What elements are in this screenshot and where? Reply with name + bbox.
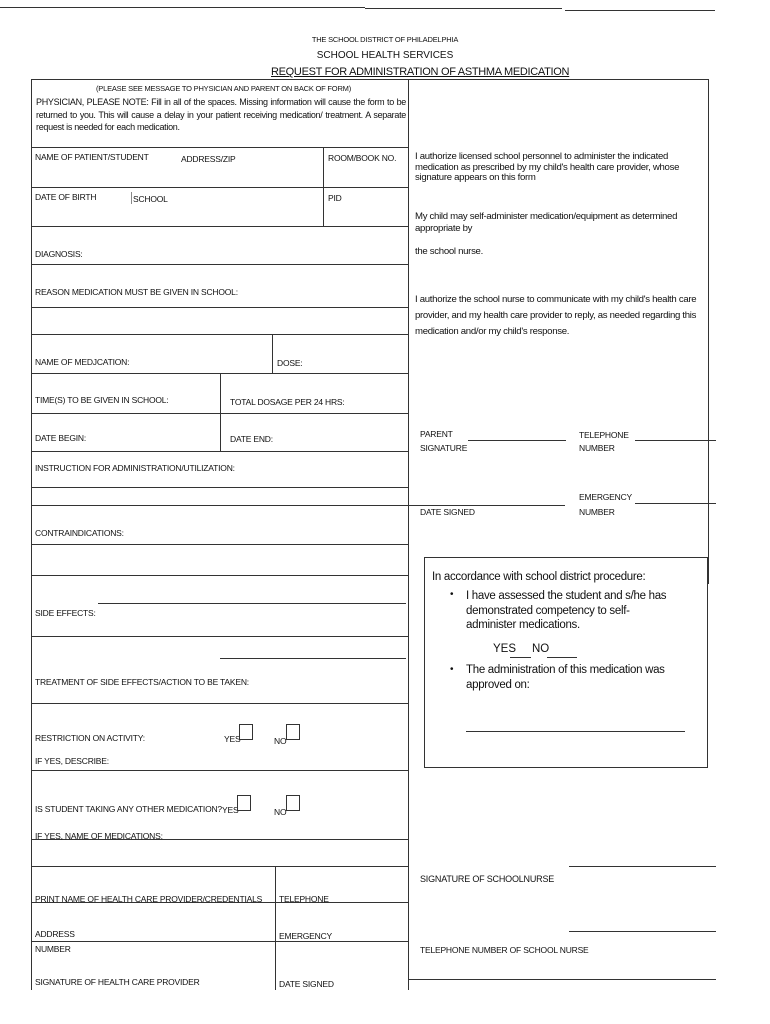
- row-line: [31, 264, 408, 265]
- label-provider-number: NUMBER: [35, 944, 71, 954]
- label-right-number: NUMBER: [579, 443, 615, 453]
- nurse-box-no: NO: [532, 643, 550, 655]
- label-signature: SIGNATURE: [420, 443, 468, 453]
- label-nurse-signature: SIGNATURE OF SCHOOLNURSE: [420, 874, 555, 884]
- label-patient-name: NAME OF PATIENT/STUDENT: [35, 152, 149, 162]
- label-reason: REASON MEDICATION MUST BE GIVEN IN SCHOOL:: [35, 287, 238, 297]
- row-line: [31, 770, 408, 771]
- row-line: [31, 866, 408, 867]
- label-address-zip: ADDRESS/ZIP: [181, 154, 236, 164]
- frame-top: [31, 79, 708, 80]
- treatment-line[interactable]: [220, 658, 406, 659]
- cell-divider: [272, 334, 273, 373]
- label-provider-name: PRINT NAME OF HEALTH CARE PROVIDER/CREDENTIALS: [35, 894, 263, 904]
- form-title: REQUEST FOR ADMINISTRATION OF ASTHMA MEDICATION: [271, 66, 570, 78]
- row-line: [31, 544, 408, 545]
- label-restriction-yes: YES: [224, 734, 241, 744]
- row-line: [31, 636, 408, 637]
- nurse-signature-line[interactable]: [569, 866, 716, 867]
- label-other-medication: IS STUDENT TAKING ANY OTHER MEDICATION?: [35, 804, 222, 814]
- frame-right: [708, 79, 709, 584]
- restriction-yes-checkbox[interactable]: [239, 724, 253, 740]
- emergency-line[interactable]: [635, 503, 716, 504]
- label-provider-emergency: EMERGENCY: [279, 931, 332, 941]
- cell-divider: [220, 373, 221, 451]
- label-instruction: INSTRUCTION FOR ADMINISTRATION/UTILIZATION:: [35, 463, 235, 473]
- nurse-telephone-line[interactable]: [569, 931, 716, 932]
- nurse-box-intro: In accordance with school district procedure:: [432, 571, 646, 583]
- label-dose: DOSE:: [277, 358, 303, 368]
- no-line[interactable]: [547, 657, 577, 658]
- row-line: [31, 451, 408, 452]
- label-date-end: DATE END:: [230, 434, 273, 444]
- self-administer-statement-end: the school nurse.: [415, 246, 483, 257]
- row-line: [31, 147, 408, 148]
- notice-line: (PLEASE SEE MESSAGE TO PHYSICIAN AND PARENT ON BACK OF FORM): [96, 84, 352, 93]
- row-line: [31, 505, 408, 506]
- label-provider-address: ADDRESS: [35, 929, 75, 939]
- row-line: [31, 226, 408, 227]
- top-rule-right: [565, 10, 715, 11]
- label-provider-date-signed: DATE SIGNED: [279, 979, 334, 989]
- label-medication-names: IF YES, NAME OF MEDICATIONS:: [35, 831, 163, 841]
- cell-divider: [323, 147, 324, 226]
- label-right-telephone: TELEPHONE: [579, 430, 629, 440]
- label-restriction: RESTRICTION ON ACTIVITY:: [35, 733, 145, 743]
- row-line: [31, 941, 408, 942]
- row-line: [31, 575, 408, 576]
- telephone-line[interactable]: [635, 440, 716, 441]
- authorization-statement: I authorize licensed school personnel to administer the indicated medication as prescribed by my child's health care provider, whose signature appears on this form: [415, 151, 680, 183]
- district-name: THE SCHOOL DISTRICT OF PHILADELPHIA: [311, 35, 459, 44]
- label-if-yes-describe: IF YES, DESCRIBE:: [35, 756, 109, 766]
- row-line: [31, 334, 408, 335]
- label-provider-telephone: TELEPHONE: [279, 894, 329, 904]
- row-line: [31, 187, 408, 188]
- label-dob: DATE OF BIRTH: [35, 192, 97, 202]
- approval-date-line[interactable]: [466, 731, 685, 732]
- label-contraindications: CONTRAINDICATIONS:: [35, 528, 124, 538]
- date-signed-line[interactable]: [408, 505, 565, 506]
- cell-divider: [131, 192, 132, 204]
- cell-divider: [275, 866, 276, 990]
- restriction-no-checkbox[interactable]: [286, 724, 300, 740]
- label-nurse-telephone: TELEPHONE NUMBER OF SCHOOL NURSE: [420, 945, 589, 955]
- bullet-dot: •: [450, 664, 454, 675]
- label-school: SCHOOL: [133, 194, 168, 204]
- label-restriction-no: NO: [274, 736, 287, 746]
- other-med-yes-checkbox[interactable]: [237, 795, 251, 811]
- side-effects-line[interactable]: [98, 603, 406, 604]
- column-divider: [408, 79, 409, 990]
- row-line: [31, 307, 408, 308]
- label-parent: PARENT: [420, 429, 453, 439]
- label-diagnosis: DIAGNOSIS:: [35, 249, 83, 259]
- label-treatment: TREATMENT OF SIDE EFFECTS/ACTION TO BE TAKEN:: [35, 677, 249, 687]
- top-rule-left: [0, 7, 365, 8]
- yes-line[interactable]: [510, 657, 531, 658]
- nurse-box-bullet-1: I have assessed the student and s/he has demonstrated competency to self-administer medications.: [466, 590, 667, 631]
- label-right-emergency: EMERGENCY: [579, 492, 632, 502]
- communication-authorization: I authorize the school nurse to communicate with my child's health care provider, and my health care provider to reply, as needed regarding this medication and/or my child's response.: [415, 294, 697, 337]
- label-right-number-2: NUMBER: [579, 507, 615, 517]
- label-other-yes: YES: [222, 805, 239, 815]
- row-line: [31, 703, 408, 704]
- label-right-date-signed: DATE SIGNED: [420, 507, 475, 517]
- label-provider-signature: SIGNATURE OF HEALTH CARE PROVIDER: [35, 977, 200, 987]
- label-date-begin: DATE BEGIN:: [35, 433, 87, 443]
- top-rule-mid: [365, 8, 562, 9]
- physician-notice: PHYSICIAN, PLEASE NOTE: Fill in all of the spaces. Missing information will cause the form to be returned to you. This will cause a delay in your patient receiving medication/ treatment. A separate request is needed for each medication.: [36, 97, 406, 133]
- label-side-effects: SIDE EFFECTS:: [35, 608, 96, 618]
- label-times: TIME(S) TO BE GIVEN IN SCHOOL:: [35, 395, 169, 405]
- bottom-rule-right: [408, 979, 716, 980]
- label-other-no: NO: [274, 807, 287, 817]
- label-medication: NAME OF MEDJCATION:: [35, 357, 130, 367]
- nurse-box-bullet-2: The administration of this medication was approved on:: [466, 664, 665, 691]
- frame-left: [31, 79, 32, 990]
- parent-signature-line[interactable]: [468, 440, 566, 441]
- self-administer-statement: My child may self-administer medication/equipment as determined appropriate by: [415, 211, 678, 234]
- label-pid: PID: [328, 193, 342, 203]
- label-total-dosage: TOTAL DOSAGE PER 24 HRS:: [230, 397, 345, 407]
- bullet-dot: •: [450, 589, 454, 600]
- department-name: SCHOOL HEALTH SERVICES: [316, 50, 454, 61]
- other-med-no-checkbox[interactable]: [286, 795, 300, 811]
- row-line: [31, 487, 408, 488]
- nurse-box-yes: YES: [493, 643, 517, 655]
- label-room: ROOM/BOOK NO.: [328, 153, 397, 163]
